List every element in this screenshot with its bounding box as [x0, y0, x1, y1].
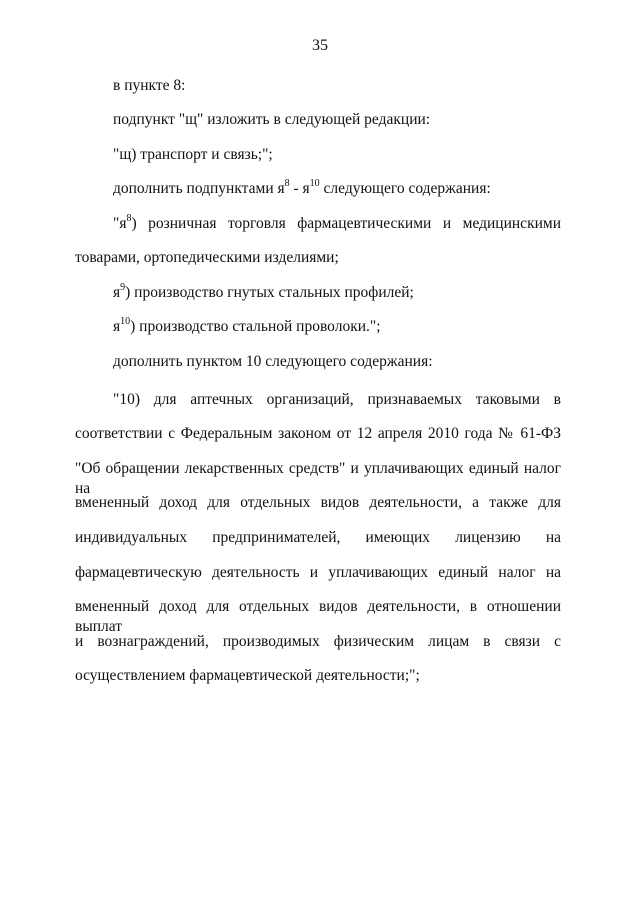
- text-line: вмененный доход для отдельных видов деятельности, а также для: [75, 494, 561, 511]
- text-line: "щ) транспорт и связь;";: [113, 146, 273, 163]
- text-line: "Об обращении лекарственных средств" и уплачивающих единый налог на: [75, 460, 561, 497]
- page-number: 35: [312, 37, 328, 54]
- superscript: 10: [120, 315, 131, 327]
- text-line: дополнить пунктом 10 следующего содержания:: [113, 353, 433, 370]
- text-line: вмененный доход для отдельных видов деятельности, в отношении выплат: [75, 598, 561, 635]
- text-line: "10) для аптечных организаций, признаваемых таковыми в: [113, 391, 561, 408]
- text-run: ) производство гнутых стальных профилей;: [125, 284, 414, 301]
- text-line: фармацевтическую деятельность и уплачивающих единый налог на: [75, 564, 561, 581]
- text-line: [113, 317, 381, 337]
- text-line: подпункт "щ" изложить в следующей редакции:: [113, 111, 431, 128]
- text-run: я: [113, 284, 121, 301]
- text-run: дополнить подпунктами я: [113, 180, 285, 197]
- text-line: индивидуальных предпринимателей, имеющих лицензию на: [75, 529, 561, 546]
- text-line: [113, 214, 561, 234]
- text-run: я: [113, 318, 121, 335]
- superscript: 9: [120, 281, 126, 293]
- superscript: 8: [284, 177, 290, 189]
- superscript: 10: [309, 177, 320, 189]
- text-line: осуществлением фармацевтической деятельности;";: [75, 667, 420, 684]
- text-run: "я: [113, 215, 127, 232]
- text-run: ) производство стальной проволоки.";: [130, 318, 381, 335]
- text-line: в пункте 8:: [113, 77, 186, 94]
- text-line: [113, 179, 491, 199]
- text-line: соответствии с Федеральным законом от 12 апреля 2010 года № 61-ФЗ: [75, 425, 561, 442]
- text-run: - я: [289, 180, 310, 197]
- text-run: ) розничная торговля фармацевтическими и медицинскими: [131, 215, 561, 232]
- text-line: и вознаграждений, производимых физическим лицам в связи с: [75, 633, 561, 650]
- superscript: 8: [126, 212, 132, 224]
- text-run: следующего содержания:: [319, 180, 491, 197]
- text-line: товарами, ортопедическими изделиями;: [75, 249, 339, 266]
- text-line: [113, 283, 414, 303]
